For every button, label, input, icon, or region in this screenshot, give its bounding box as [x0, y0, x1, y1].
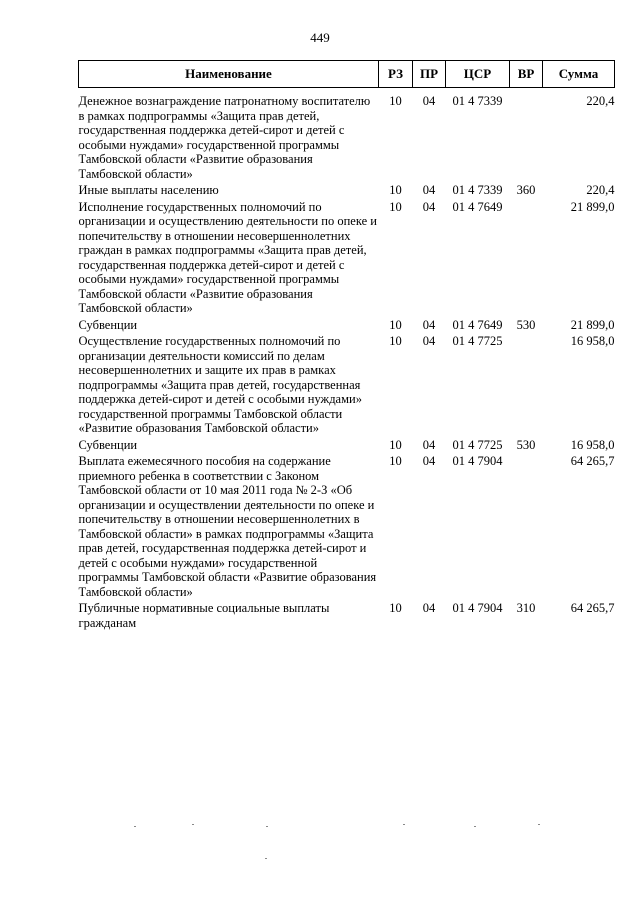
row-rz: 10 [389, 334, 402, 348]
header-vr: ВР [510, 61, 543, 88]
table-row [79, 181, 615, 198]
row-pr: 04 [422, 183, 436, 197]
row-name: Субвенции [78, 317, 138, 332]
row-csr: 01 4 7904 [452, 601, 503, 615]
table-row [79, 436, 615, 453]
table-row [79, 452, 615, 599]
row-name: Денежное вознаграждение патронатному воспитателю в рамках подпрограммы «Защита прав детей, государственная поддержка детей-сирот и детей с особыми нуждами» государственной программы Тамбовской области «Развитие образования Тамбовской области» [78, 94, 371, 181]
scan-speck [192, 824, 194, 825]
row-pr: 04 [422, 94, 436, 108]
row-csr: 01 4 7904 [452, 454, 503, 468]
row-rz: 10 [389, 183, 402, 197]
row-sum: 64 265,7 [570, 601, 615, 615]
row-csr: 01 4 7725 [452, 437, 503, 452]
header-rz: РЗ [379, 61, 413, 88]
scan-speck [134, 826, 136, 827]
header-sum: Сумма [543, 61, 615, 88]
row-name: Выплата ежемесячного пособия на содержание приемного ребенка в соответствии с Законом Тамбовской области от 10 мая 2011 года № 2-З «Об организации и осуществлении деятельности по опеке и попечительству в отношении несовершеннолетних в Тамбовской области» в рамках подпрограммы «Защита прав детей, государственная поддержка детей-сирот и детей с особыми нуждами» государственной программы Тамбовской области «Развитие образования Тамбовской области» [78, 454, 377, 599]
row-name: Осуществление государственных полномочий по организации деятельности комиссий по делам несовершеннолетних и защите их прав в рамках подпрограммы «Защита прав детей, государственная поддержка детей-сирот и детей с особыми нуждами» государственной программы Тамбовской области «Развитие образования Тамбовской области» [78, 334, 362, 435]
scan-speck [266, 826, 268, 827]
table-row [79, 316, 615, 333]
row-name: Иные выплаты населению [78, 183, 219, 197]
row-rz: 10 [389, 317, 402, 332]
table-row [79, 198, 615, 316]
row-vr [510, 88, 543, 182]
row-csr: 01 4 7339 [452, 183, 503, 197]
row-vr: 360 [516, 183, 536, 197]
row-csr: 01 4 7725 [452, 334, 503, 348]
row-rz: 10 [389, 454, 402, 468]
table-header-row [79, 61, 615, 88]
row-pr: 04 [422, 317, 436, 332]
row-vr: 310 [516, 601, 536, 615]
row-sum: 21 899,0 [570, 199, 615, 214]
row-pr: 04 [422, 601, 436, 615]
row-sum: 16 958,0 [570, 437, 615, 452]
row-rz: 10 [389, 601, 402, 615]
row-vr: 530 [516, 437, 536, 452]
row-rz: 10 [389, 437, 402, 452]
row-name: Субвенции [78, 437, 138, 452]
row-vr [510, 332, 543, 436]
row-pr: 04 [422, 334, 436, 348]
row-vr [510, 198, 543, 316]
row-pr: 04 [422, 437, 436, 452]
row-vr: 530 [516, 317, 536, 332]
row-sum: 220,4 [586, 183, 615, 197]
budget-table [78, 60, 615, 630]
table-row [79, 599, 615, 630]
scan-speck [403, 824, 405, 825]
row-csr: 01 4 7649 [452, 317, 503, 332]
header-pr: ПР [413, 61, 446, 88]
row-sum: 21 899,0 [570, 317, 615, 332]
header-csr: ЦСР [446, 61, 510, 88]
row-name: Публичные нормативные социальные выплаты гражданам [78, 601, 330, 630]
row-csr: 01 4 7649 [452, 199, 503, 214]
row-csr: 01 4 7339 [452, 94, 503, 108]
scan-speck [265, 858, 267, 859]
row-pr: 04 [422, 454, 436, 468]
header-name: Наименование [79, 61, 379, 88]
row-sum: 16 958,0 [570, 334, 615, 348]
table-row [79, 332, 615, 436]
row-rz: 10 [389, 199, 402, 214]
row-sum: 220,4 [586, 94, 615, 108]
page-number: 449 [310, 30, 330, 45]
row-pr: 04 [422, 199, 436, 214]
table-row [79, 88, 615, 182]
scan-speck [538, 824, 540, 825]
row-vr [510, 452, 543, 599]
scan-speck [474, 826, 476, 827]
row-sum: 64 265,7 [570, 454, 615, 468]
row-rz: 10 [389, 94, 402, 108]
row-name: Исполнение государственных полномочий по организации и осуществлению деятельности по опеке и попечительству в отношении несовершеннолетних граждан в рамках подпрограммы «Защита прав детей, государственная поддержка детей-сирот и детей с особыми нуждами» государственной программы Тамбовской области «Развитие образования Тамбовской области» [78, 199, 377, 315]
